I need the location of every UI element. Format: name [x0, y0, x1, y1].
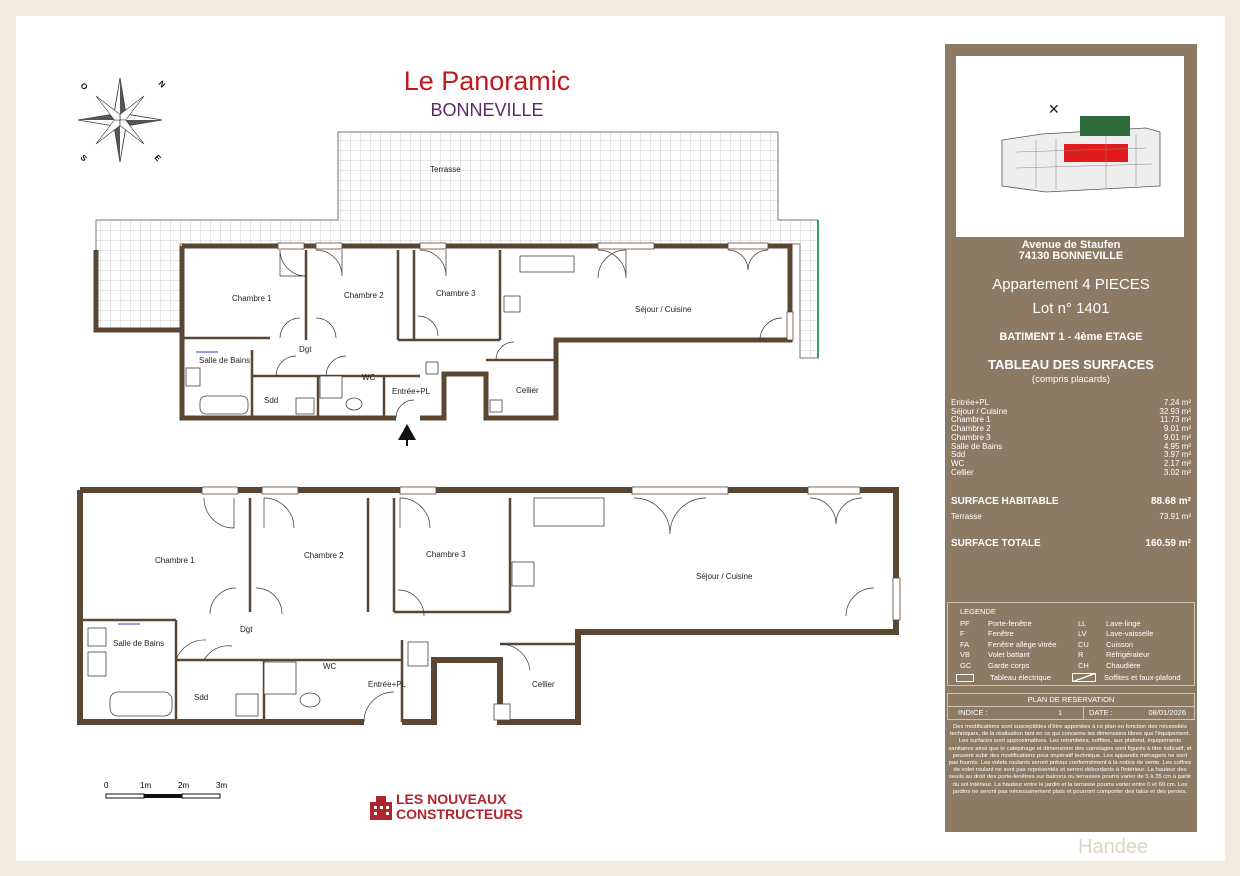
- legend-text: Réfrigérateur: [1106, 650, 1150, 660]
- label-sejour: Séjour / Cuisine: [635, 305, 692, 314]
- surface-habitable-row: [951, 496, 1191, 507]
- legend-abbr: LV: [1078, 629, 1087, 639]
- legend-abbr: FA: [960, 639, 970, 649]
- date-value: 08/01/2026: [1148, 708, 1186, 717]
- compass-n: N: [156, 79, 168, 90]
- company-logo-icon: [370, 796, 392, 820]
- reservation-row: [948, 707, 1194, 719]
- legend-item: [960, 640, 1056, 650]
- legend-box: [947, 602, 1195, 686]
- label2-dgt: Dgt: [240, 625, 253, 634]
- scale-3: 3m: [216, 781, 228, 790]
- logo-line2: CONSTRUCTEURS: [396, 806, 523, 822]
- legend-title: LEGENDE: [960, 607, 996, 616]
- label2-entree: Entrée+PL: [368, 680, 407, 689]
- reservation-box: [947, 693, 1195, 720]
- surface-totale-value: 160.59 m²: [1145, 538, 1191, 549]
- compass-s: S: [78, 153, 89, 164]
- surface-habitable-label: SURFACE HABITABLE: [951, 496, 1059, 507]
- terrasse-row: [951, 512, 1191, 521]
- address: [945, 240, 1197, 262]
- surface-row: [951, 443, 1191, 452]
- label-terrasse: Terrasse: [430, 165, 461, 174]
- terrasse-value: 73.91 m²: [1159, 512, 1191, 521]
- apartment-lot: Lot n° 1401: [1032, 300, 1110, 317]
- label2-cellier: Cellier: [532, 680, 555, 689]
- surface-area: 3.97 m²: [1163, 450, 1191, 460]
- plan-lower: [80, 487, 900, 722]
- label-sdb: Salle de Bains: [199, 356, 251, 365]
- logo-line1: LES NOUVEAUX: [396, 791, 507, 807]
- svg-text:✕: ✕: [1048, 102, 1060, 118]
- surface-room: WC: [951, 458, 965, 468]
- label-dgt: Dgt: [299, 345, 312, 354]
- legend-abbr: CU: [1078, 639, 1089, 649]
- label2-chambre3: Chambre 3: [426, 550, 466, 559]
- label2-sdb: Salle de Bains: [113, 639, 165, 648]
- apartment-type: Appartement 4 PIECES: [992, 276, 1150, 293]
- surface-room: Chambre 3: [951, 432, 991, 442]
- legend-text: Garde corps: [988, 660, 1030, 670]
- surface-room: Chambre 1: [951, 415, 991, 425]
- legend-item: [1078, 619, 1154, 629]
- legend-text: Porte-fenêtre: [988, 619, 1032, 628]
- label-chambre1: Chambre 1: [232, 294, 272, 303]
- label2-chambre1: Chambre 1: [155, 556, 195, 565]
- compass-o: O: [78, 81, 90, 92]
- legend-item: [1078, 650, 1154, 660]
- indice-value: 1: [1058, 708, 1063, 717]
- legend-text: Lave-vaisselle: [1106, 629, 1154, 639]
- surface-area: 2.17 m²: [1163, 458, 1191, 468]
- scale-2: 2m: [178, 781, 190, 790]
- indice-label: INDICE :: [958, 708, 988, 717]
- compass-rose-icon: [72, 72, 168, 168]
- legend-abbr: LL: [1078, 619, 1087, 628]
- surface-room: Séjour / Cuisine: [951, 406, 1008, 416]
- legend-text: Fenêtre allège vitrée: [988, 639, 1057, 649]
- soffites-icon: [1072, 673, 1096, 682]
- legend-abbr: R: [1078, 650, 1084, 660]
- surface-area: 11.73 m²: [1160, 415, 1191, 425]
- surface-area: 9.01 m²: [1163, 432, 1191, 442]
- surface-area: 3.02 m²: [1163, 467, 1191, 477]
- disclaimer-text: Des modifications sont susceptibles d'être apportées à ce plan en fonction des nécessités techniques, de la réalisation tant en ce qui concerne les dimensions libres que l'équipement. Les surfaces sont approximatives. Les retombées, soffites, aux plafond, équipements sanitaires ainsi que le calepinage et dimensions des carrelages sont figurés à titre indicatif, et peuvent subir des modifications pour impératif technique. Les appareils ménagers ne sont pas fournis. Les volets roulants seront prévus conformément à la notice de vente. Les coffres de volet roulant ne sont pas représentés et seront débordants à l'intérieur. La hauteur des seuils au droit des porte-fenêtres sur balcons ou terrasses pourra varier de 5 à 35 cm à partir du sol intérieur. La hauteur entre le jardin et la terrasse pourra varier entre 0 et 60 cm. Les jardins ne seront pas nécessairement plats et pourront comporter des talus et des pentes.: [948, 724, 1192, 795]
- legend-tableau: [956, 673, 1051, 682]
- label-chambre2: Chambre 2: [344, 291, 384, 300]
- legend-item: [960, 619, 1056, 629]
- company-logo-text: [396, 792, 523, 822]
- tableau-electrique-icon: [956, 674, 974, 682]
- legend-soffites: [1072, 673, 1181, 682]
- apartment-info: [945, 273, 1197, 321]
- legend-text: Volet battant: [988, 650, 1030, 660]
- surface-totale-row: [951, 538, 1191, 549]
- legend-abbr: PF: [960, 619, 970, 628]
- surfaces-subtitle: (compris placards): [1031, 374, 1111, 385]
- surface-row: [951, 460, 1191, 469]
- legend-item: [960, 650, 1056, 660]
- surface-area: 7.24 m²: [1163, 398, 1191, 407]
- surface-room: Chambre 2: [951, 424, 991, 434]
- info-panel: [945, 44, 1197, 832]
- legend-text: Fenêtre: [988, 629, 1014, 639]
- legend-abbr: CH: [1078, 660, 1089, 670]
- label-cellier: Cellier: [516, 386, 539, 395]
- terrasse-label: Terrasse: [951, 512, 982, 521]
- surface-area: 32.93 m²: [1159, 406, 1191, 416]
- legend-item: [960, 629, 1056, 639]
- surface-area: 9.01 m²: [1163, 424, 1191, 434]
- label-entree: Entrée+PL: [392, 387, 431, 396]
- legend-item: [1078, 640, 1154, 650]
- project-city: BONNEVILLE: [430, 100, 544, 120]
- scale-bar: [104, 781, 227, 798]
- address-line1: Avenue de Staufen: [1021, 239, 1121, 251]
- compass-e: E: [152, 153, 163, 164]
- surface-room: Entrée+PL: [951, 398, 990, 407]
- legend-text: Lave-linge: [1106, 619, 1141, 628]
- legend-item: [1078, 629, 1154, 639]
- label-wc: WC: [362, 373, 376, 382]
- label2-wc: WC: [323, 662, 337, 671]
- legend-item: [1078, 661, 1154, 671]
- surfaces-title: TABLEAU DES SURFACES: [988, 357, 1154, 372]
- scale-0: 0: [104, 781, 109, 790]
- reservation-header: PLAN DE RESERVATION: [948, 694, 1194, 707]
- surfaces-table: [951, 399, 1191, 477]
- legend-right: [1078, 619, 1154, 671]
- surface-totale-label: SURFACE TOTALE: [951, 538, 1041, 549]
- surface-row: [951, 451, 1191, 460]
- label2-chambre2: Chambre 2: [304, 551, 344, 560]
- watermark: Handee: [1078, 836, 1149, 858]
- legend-item: [960, 661, 1056, 671]
- date-label: DATE :: [1083, 707, 1129, 719]
- scale-1: 1m: [140, 781, 152, 790]
- legend-tableau-label: Tableau électrique: [990, 673, 1051, 682]
- legend-text: Chaudière: [1106, 660, 1141, 670]
- legend-abbr: VB: [960, 650, 971, 660]
- surface-room: Salle de Bains: [951, 441, 1003, 451]
- legend-abbr: GC: [960, 660, 972, 670]
- label2-sdd: Sdd: [194, 693, 209, 702]
- location-thumbnail: [956, 56, 1184, 237]
- surface-room: Sdd: [951, 450, 966, 460]
- surface-room: Cellier: [951, 467, 974, 477]
- address-line2: 74130 BONNEVILLE: [1018, 250, 1124, 262]
- label-sdd: Sdd: [264, 396, 279, 405]
- entrance-arrow-icon: [398, 424, 416, 440]
- building-floor: BATIMENT 1 - 4ème ETAGE: [999, 331, 1143, 343]
- label2-sejour: Séjour / Cuisine: [696, 572, 753, 581]
- legend-text: Cuisson: [1106, 639, 1134, 649]
- project-title: Le Panoramic: [403, 66, 571, 96]
- label-chambre3: Chambre 3: [436, 289, 476, 298]
- legend-abbr: F: [960, 629, 965, 639]
- legend-soffites-label: Soffites et faux-plafond: [1104, 673, 1181, 682]
- surface-area: 4.95 m²: [1163, 441, 1191, 451]
- surface-row: [951, 469, 1191, 478]
- legend-left: [960, 619, 1056, 671]
- surface-habitable-value: 88.68 m²: [1150, 496, 1191, 507]
